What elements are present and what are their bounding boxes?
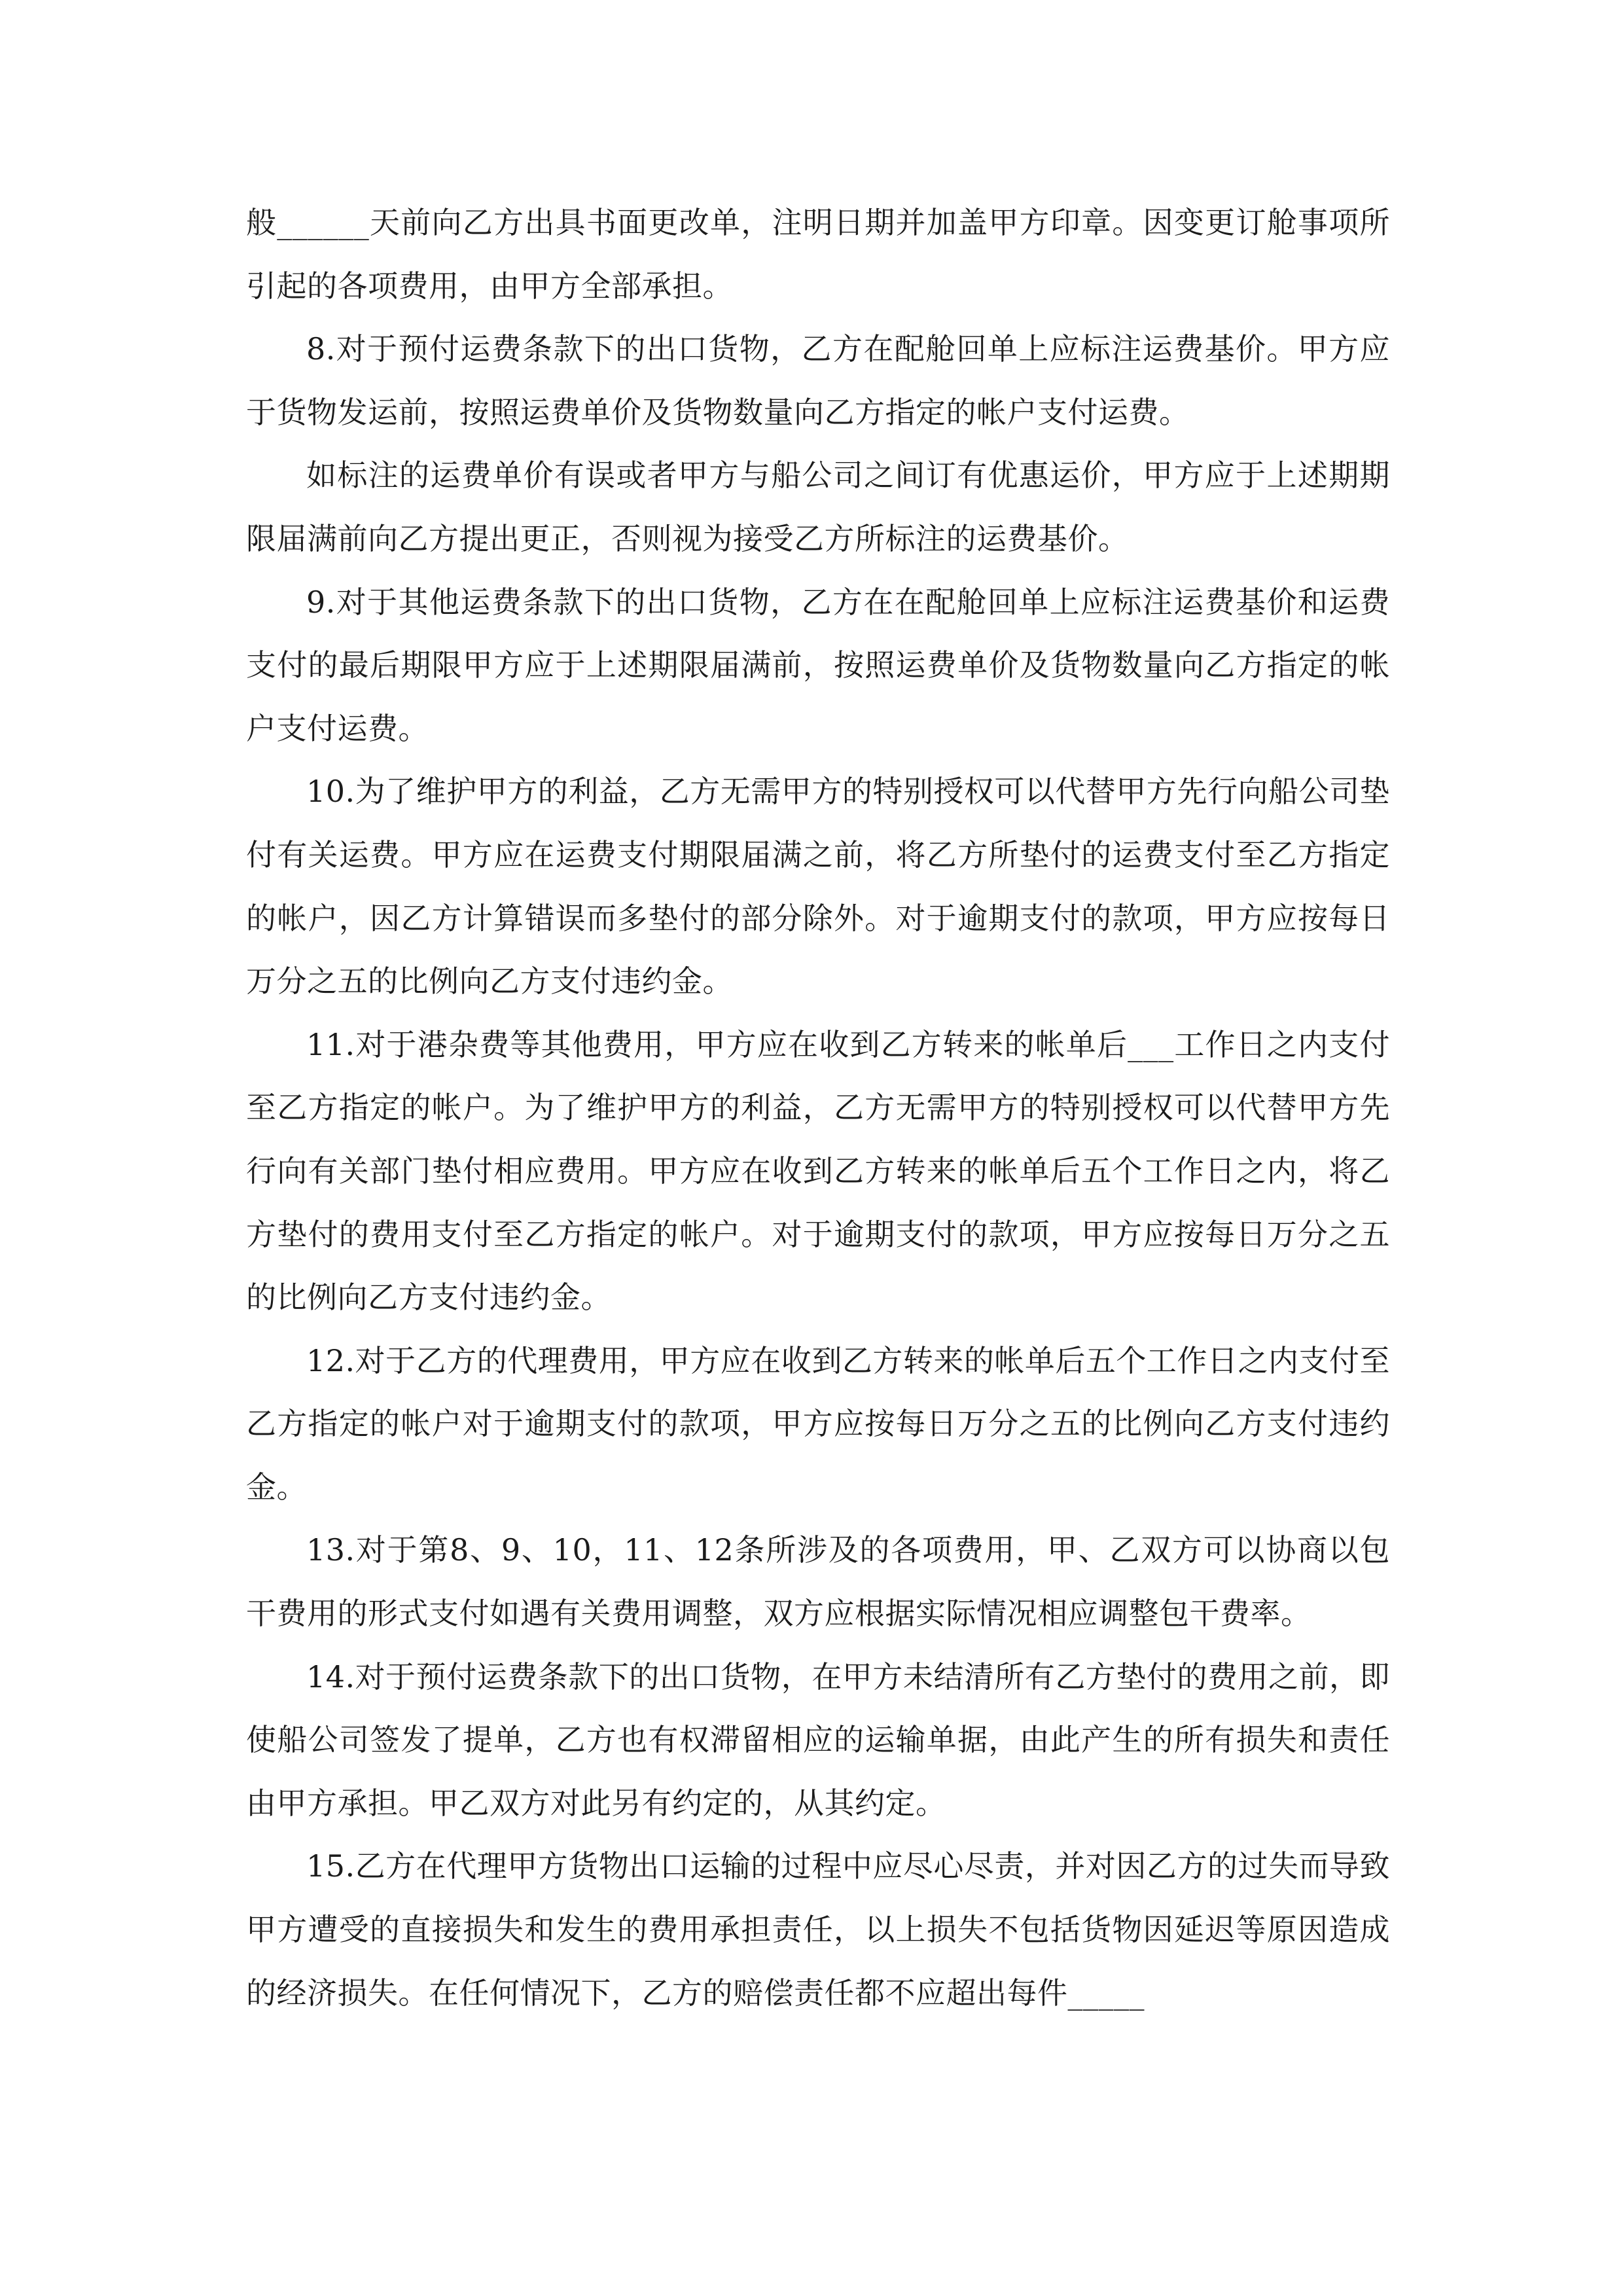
clause-10: 10.为了维护甲方的利益，乙方无需甲方的特别授权可以代替甲方先行向船公司垫付有关运费。甲方应在运费支付期限届满之前，将乙方所垫付的运费支付至乙方指定的帐户，因乙方计算错误而多垫付的部分除外。对于逾期支付的款项，甲方应按每日万分之五的比例向乙方支付违约金。 [246, 774, 1390, 999]
clause-14: 14.对于预付运费条款下的出口货物，在甲方未结清所有乙方垫付的费用之前，即使船公司签发了提单，乙方也有权滞留相应的运输单据，由此产生的所有损失和责任由甲方承担。甲乙双方对此另有约定的，从其约定。 [246, 1659, 1390, 1821]
clause-11: 11.对于港杂费等其他费用，甲方应在收到乙方转来的帐单后___工作日之内支付至乙方指定的帐户。为了维护甲方的利益，乙方无需甲方的特别授权可以代替甲方先行向有关部门垫付相应费用。甲方应在收到乙方转来的帐单后五个工作日之内，将乙方垫付的费用支付至乙方指定的帐户。对于逾期支付的款项，甲方应按每日万分之五的比例向乙方支付违约金。 [246, 1026, 1390, 1316]
clause-8-note: 如标注的运费单价有误或者甲方与船公司之间订有优惠运价，甲方应于上述期期限届满前向乙方提出更正，否则视为接受乙方所标注的运费基价。 [246, 457, 1390, 556]
paragraph-continuation: 般______天前向乙方出具书面更改单，注明日期并加盖甲方印章。因变更订舱事项所引起的各项费用，由甲方全部承担。 [246, 205, 1390, 304]
contract-text-body [246, 191, 1390, 2024]
clause-12: 12.对于乙方的代理费用，甲方应在收到乙方转来的帐单后五个工作日之内支付至乙方指定的帐户对于逾期支付的款项，甲方应按每日万分之五的比例向乙方支付违约金。 [246, 1342, 1390, 1505]
clause-8: 8.对于预付运费条款下的出口货物，乙方在配舱回单上应标注运费基价。甲方应于货物发运前，按照运费单价及货物数量向乙方指定的帐户支付运费。 [246, 331, 1390, 430]
clause-13: 13.对于第8、9、10，11、12条所涉及的各项费用，甲、乙双方可以协商以包干费用的形式支付如遇有关费用调整，双方应根据实际情况相应调整包干费率。 [246, 1532, 1390, 1632]
clause-15: 15.乙方在代理甲方货物出口运输的过程中应尽心尽责，并对因乙方的过失而导致甲方遭受的直接损失和发生的费用承担责任，以上损失不包括货物因延迟等原因造成的经济损失。在任何情况下，乙方的赔偿责任都不应超出每件_____ [246, 1848, 1390, 2011]
clause-9: 9.对于其他运费条款下的出口货物，乙方在在配舱回单上应标注运费基价和运费支付的最后期限甲方应于上述期限届满前，按照运费单价及货物数量向乙方指定的帐户支付运费。 [246, 584, 1390, 746]
